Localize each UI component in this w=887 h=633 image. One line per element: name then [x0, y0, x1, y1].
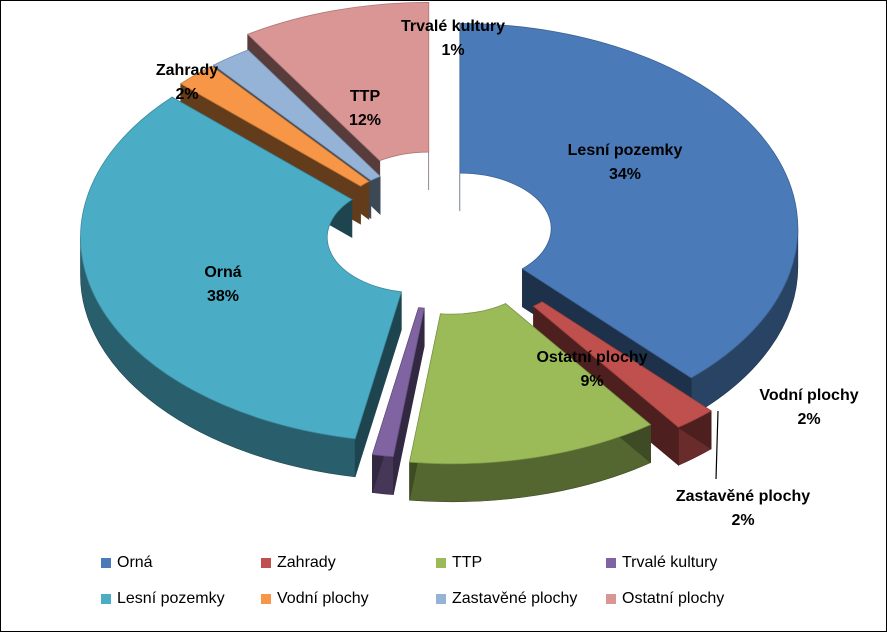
legend-label: Trvalé kultury: [622, 554, 718, 571]
data-label-value: 2%: [797, 411, 821, 428]
data-label-value: 2%: [731, 512, 755, 529]
data-label-name: Vodní plochy: [759, 387, 859, 404]
data-label-name: Ostatní plochy: [536, 349, 648, 366]
legend-label: Ostatní plochy: [622, 590, 725, 607]
data-label-name: TTP: [349, 88, 381, 105]
legend-swatch: [101, 594, 111, 604]
legend-swatch: [606, 558, 616, 568]
legend-label: Zastavěné plochy: [452, 590, 578, 607]
leader-lines: [716, 411, 718, 479]
legend-item-trvale-kultury: [606, 553, 786, 573]
data-label-value: 12%: [348, 112, 382, 129]
data-label-name: Lesní pozemky: [567, 142, 683, 159]
legend-label: Zahrady: [277, 554, 336, 571]
legend-label: Vodní plochy: [277, 590, 369, 607]
legend-label: Lesní pozemky: [117, 590, 225, 607]
legend-swatch: [261, 558, 271, 568]
data-label-value: 2%: [175, 86, 199, 103]
legend-swatch: [261, 594, 271, 604]
data-label-name: Orná: [204, 264, 242, 281]
legend-item-zahrady: [261, 553, 436, 573]
legend-item-vodni-plochy: [261, 589, 436, 609]
legend-swatch: [606, 594, 616, 604]
legend-item-orna: [101, 553, 261, 573]
data-label-name: Zahrady: [155, 62, 219, 79]
data-label-value: 34%: [608, 166, 642, 183]
legend-label: Orná: [117, 554, 153, 571]
data-label-name: Trvalé kultury: [400, 18, 506, 35]
pie-chart: [1, 1, 887, 633]
legend-item-ostatni-plochy: [606, 589, 786, 609]
legend: [101, 553, 801, 609]
leader-line: [716, 411, 718, 479]
data-label-value: 9%: [580, 373, 604, 390]
legend-swatch: [436, 558, 446, 568]
data-label-name: Zastavěné plochy: [675, 488, 811, 505]
data-label-value: 38%: [206, 288, 240, 305]
data-label-value: 1%: [441, 42, 465, 59]
legend-item-ttp: [436, 553, 606, 573]
legend-item-lesni-pozemky: [101, 589, 261, 609]
legend-swatch: [436, 594, 446, 604]
legend-swatch: [101, 558, 111, 568]
legend-item-zastavene-plochy: [436, 589, 606, 609]
legend-label: TTP: [452, 554, 483, 571]
